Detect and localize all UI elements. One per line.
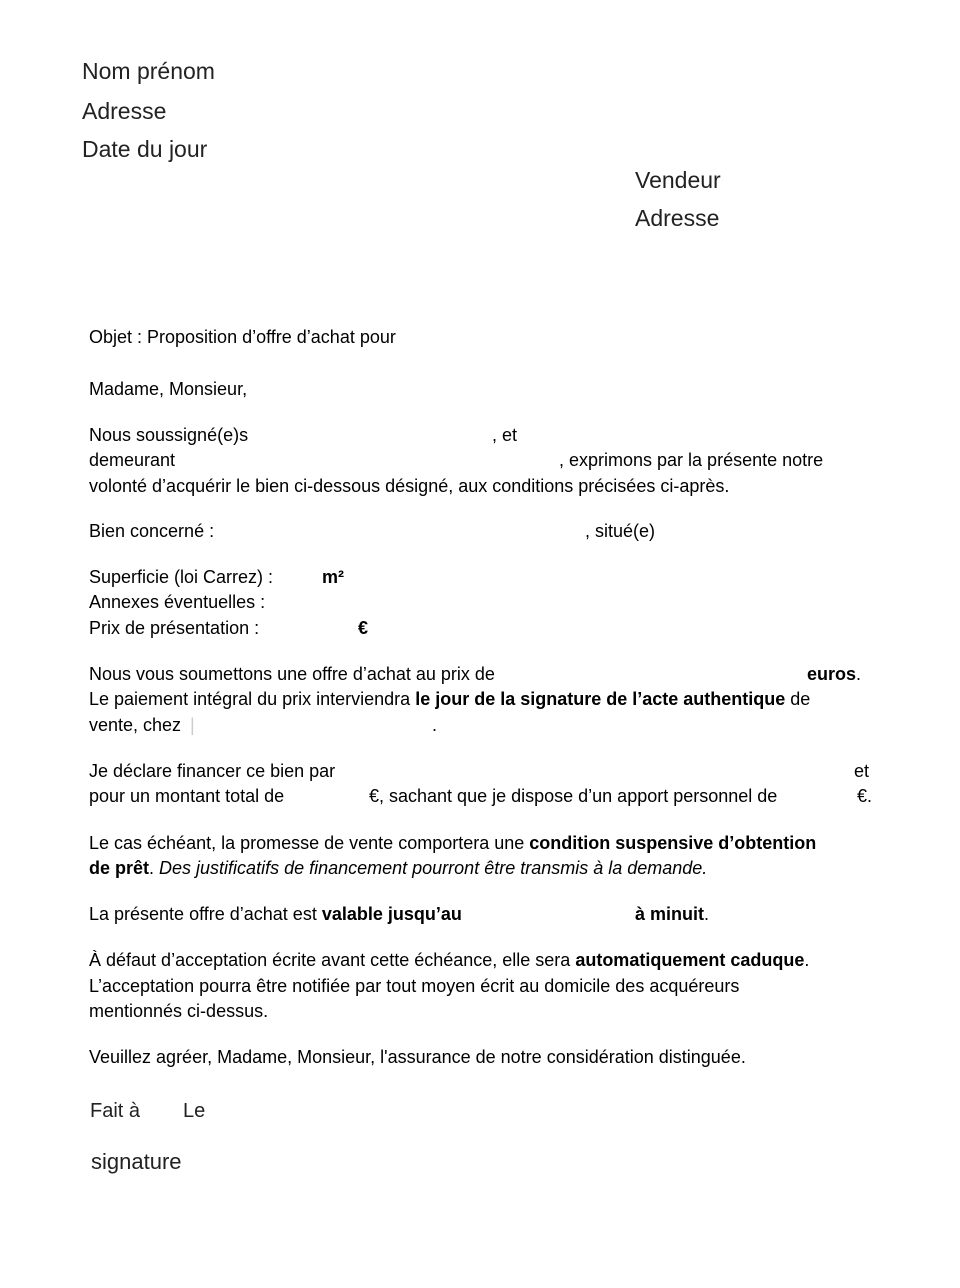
financing-text: €, sachant que je dispose d’un apport personnel de xyxy=(369,786,778,806)
surface-label: Superficie (loi Carrez) : xyxy=(89,567,274,587)
offer-text: . xyxy=(432,715,438,735)
financing-text: Je déclare financer ce bien par xyxy=(89,761,336,781)
offer-text: Le paiement intégral du prix interviendra le jour de la signature de l’acte authentique de xyxy=(89,689,811,709)
annexes-label: Annexes éventuelles : xyxy=(89,592,266,612)
offer-text: vente, chez xyxy=(89,715,182,735)
financing-text: €. xyxy=(857,786,873,806)
footer-place: Fait à xyxy=(90,1100,141,1122)
validity-text: à minuit. xyxy=(635,904,710,924)
property-label: Bien concerné : xyxy=(89,521,215,541)
sender-address: Adresse xyxy=(82,98,167,124)
sender-name: Nom prénom xyxy=(82,58,215,84)
subject: Objet : Proposition d’offre d’achat pour xyxy=(89,327,396,347)
offer-text: euros. xyxy=(807,664,862,684)
text-cursor: | xyxy=(190,715,195,735)
condition-text: de prêt. Des justificatifs de financement pourront être transmis à la demande. xyxy=(89,858,708,878)
price-label: Prix de présentation : xyxy=(89,618,260,638)
surface-unit: m² xyxy=(322,567,344,587)
validity-text: La présente offre d’achat est valable jusqu’au xyxy=(89,904,462,924)
salutation: Madame, Monsieur, xyxy=(89,379,248,399)
expiry-text: mentionnés ci-dessus. xyxy=(89,1001,269,1021)
sender-date: Date du jour xyxy=(82,136,208,162)
condition-text: Le cas échéant, la promesse de vente comportera une condition suspensive d’obtention xyxy=(89,833,817,853)
financing-text: pour un montant total de xyxy=(89,786,285,806)
intro-text: , exprimons par la présente notre xyxy=(559,450,824,470)
financing-text: et xyxy=(854,761,870,781)
recipient-name: Vendeur xyxy=(635,167,721,193)
intro-text: demeurant xyxy=(89,450,176,470)
expiry-text: À défaut d’acceptation écrite avant cette échéance, elle sera automatiquement caduque. xyxy=(89,950,810,970)
closing: Veuillez agréer, Madame, Monsieur, l'assurance de notre considération distinguée. xyxy=(89,1047,746,1067)
footer-date: Le xyxy=(183,1100,206,1122)
intro-text: volonté d’acquérir le bien ci-dessous désigné, aux conditions précisées ci-après. xyxy=(89,476,730,496)
expiry-text: L’acceptation pourra être notifiée par tout moyen écrit au domicile des acquéreurs xyxy=(89,976,740,996)
recipient-address: Adresse xyxy=(635,205,720,231)
intro-text: , et xyxy=(492,425,518,445)
offer-text: Nous vous soumettons une offre d’achat au prix de xyxy=(89,664,495,684)
intro-text: Nous soussigné(e)s xyxy=(89,425,249,445)
property-located: , situé(e) xyxy=(585,521,656,541)
signature-label: signature xyxy=(91,1149,182,1174)
price-unit: € xyxy=(358,618,369,638)
